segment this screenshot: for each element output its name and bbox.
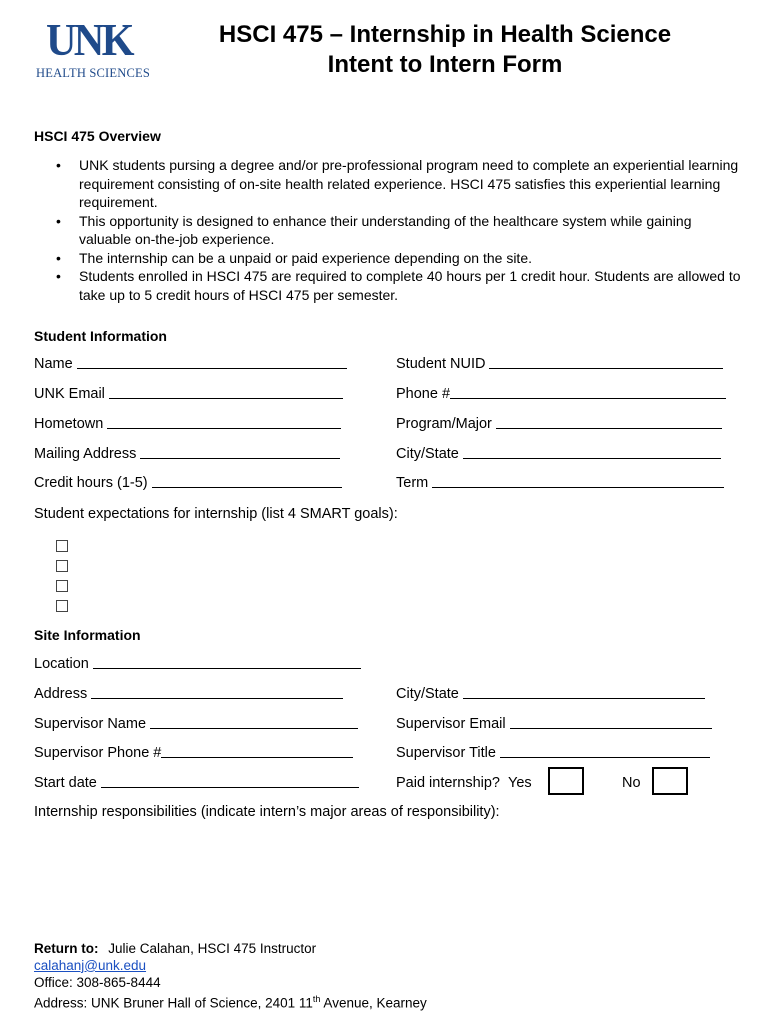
instructor-name: Julie Calahan, HSCI 475 Instructor bbox=[108, 941, 317, 956]
hometown-label: Hometown bbox=[34, 416, 104, 432]
form-title-line1: HSCI 475 – Internship in Health Science bbox=[218, 21, 672, 48]
address-text: Address: UNK Bruner Hall of Science, 2401 11 bbox=[34, 995, 313, 1011]
return-to-label: Return to: bbox=[34, 941, 99, 956]
office-address bbox=[34, 991, 427, 1012]
paid-no-label: No bbox=[622, 775, 641, 791]
paid-no-checkbox[interactable] bbox=[652, 767, 688, 795]
responsibilities-label: Internship responsibilities (indicate intern’s major areas of responsibility): bbox=[34, 804, 500, 820]
return-info bbox=[34, 941, 427, 1013]
paid-yes-checkbox[interactable] bbox=[548, 767, 584, 795]
unk-health-sciences-logo bbox=[36, 14, 154, 82]
goal-checkbox[interactable] bbox=[56, 560, 68, 572]
name-field[interactable] bbox=[34, 356, 347, 372]
form-title bbox=[160, 20, 730, 80]
email-label: UNK Email bbox=[34, 386, 105, 402]
start-date-label: Start date bbox=[34, 775, 97, 791]
site-address-label: Address bbox=[34, 686, 88, 702]
location-label: Location bbox=[34, 656, 89, 672]
email-field[interactable] bbox=[34, 386, 343, 402]
name-label: Name bbox=[34, 356, 73, 372]
supervisor-email-field[interactable] bbox=[396, 716, 712, 732]
supervisor-name-field[interactable] bbox=[34, 716, 358, 732]
site-city-label: City/State bbox=[396, 686, 459, 702]
overview-bullet: • The internship can be a unpaid or paid experience depending on the site. bbox=[34, 249, 744, 268]
overview-bullet: • Students enrolled in HSCI 475 are required to complete 40 hours per 1 credit hour. Students are allowed to take up to 5 credit hours of HSCI 475 per semester. bbox=[34, 267, 744, 304]
program-field[interactable] bbox=[396, 416, 722, 432]
supervisor-email-label: Supervisor Email bbox=[396, 716, 506, 732]
logo-subtitle: HEALTH SCIENCES bbox=[36, 66, 151, 80]
paid-internship-question bbox=[396, 775, 532, 791]
address-suffix: Avenue, Kearney bbox=[320, 995, 427, 1011]
student-info-heading: Student Information bbox=[34, 328, 167, 344]
term-field[interactable] bbox=[396, 475, 724, 491]
supervisor-name-label: Supervisor Name bbox=[34, 716, 147, 732]
instructor-email-link[interactable]: calahanj@unk.edu bbox=[34, 957, 147, 973]
overview-bullet: • UNK students pursing a degree and/or pre-professional program need to complete an experiential learning requirement consisting of on-site health related experience. HSCI 475 satisfies this experiential learning requirement. bbox=[34, 156, 744, 212]
goal-checkbox[interactable] bbox=[56, 580, 68, 592]
credit-hours-field[interactable] bbox=[34, 475, 342, 491]
student-city-label: City/State bbox=[396, 446, 459, 462]
overview-heading: HSCI 475 Overview bbox=[34, 128, 161, 144]
mailing-address-field[interactable] bbox=[34, 446, 340, 462]
phone-label: Phone # bbox=[396, 386, 451, 402]
supervisor-title-label: Supervisor Title bbox=[396, 745, 496, 761]
goal-checkbox[interactable] bbox=[56, 600, 68, 612]
paid-yes-label: Yes bbox=[508, 775, 532, 791]
student-city-field[interactable] bbox=[396, 446, 721, 462]
form-title-line2: Intent to Intern Form bbox=[327, 51, 563, 78]
phone-field[interactable] bbox=[396, 386, 726, 402]
nuid-label: Student NUID bbox=[396, 356, 486, 372]
mailing-address-label: Mailing Address bbox=[34, 446, 137, 462]
office-phone: Office: 308-865-8444 bbox=[34, 974, 161, 990]
term-label: Term bbox=[396, 475, 429, 491]
nuid-field[interactable] bbox=[396, 356, 723, 372]
hometown-field[interactable] bbox=[34, 416, 341, 432]
overview-bullet: • This opportunity is designed to enhance their understanding of the healthcare system while gaining valuable on-the-job experience. bbox=[34, 212, 744, 249]
supervisor-phone-field[interactable] bbox=[34, 745, 353, 761]
site-info-heading: Site Information bbox=[34, 627, 141, 643]
address-superscript: th bbox=[312, 994, 321, 1005]
paid-internship-label: Paid internship? bbox=[396, 775, 500, 791]
start-date-field[interactable] bbox=[34, 775, 359, 791]
program-label: Program/Major bbox=[396, 416, 492, 432]
overview-list bbox=[34, 156, 744, 304]
location-field[interactable] bbox=[34, 656, 361, 672]
goal-checkbox[interactable] bbox=[56, 540, 68, 552]
credit-hours-label: Credit hours (1-5) bbox=[34, 475, 148, 491]
supervisor-phone-label: Supervisor Phone # bbox=[34, 745, 162, 761]
logo-mark: UNK bbox=[46, 14, 132, 65]
supervisor-title-field[interactable] bbox=[396, 745, 710, 761]
site-city-field[interactable] bbox=[396, 686, 705, 702]
expectations-label: Student expectations for internship (list 4 SMART goals): bbox=[34, 506, 398, 522]
site-address-field[interactable] bbox=[34, 686, 343, 702]
